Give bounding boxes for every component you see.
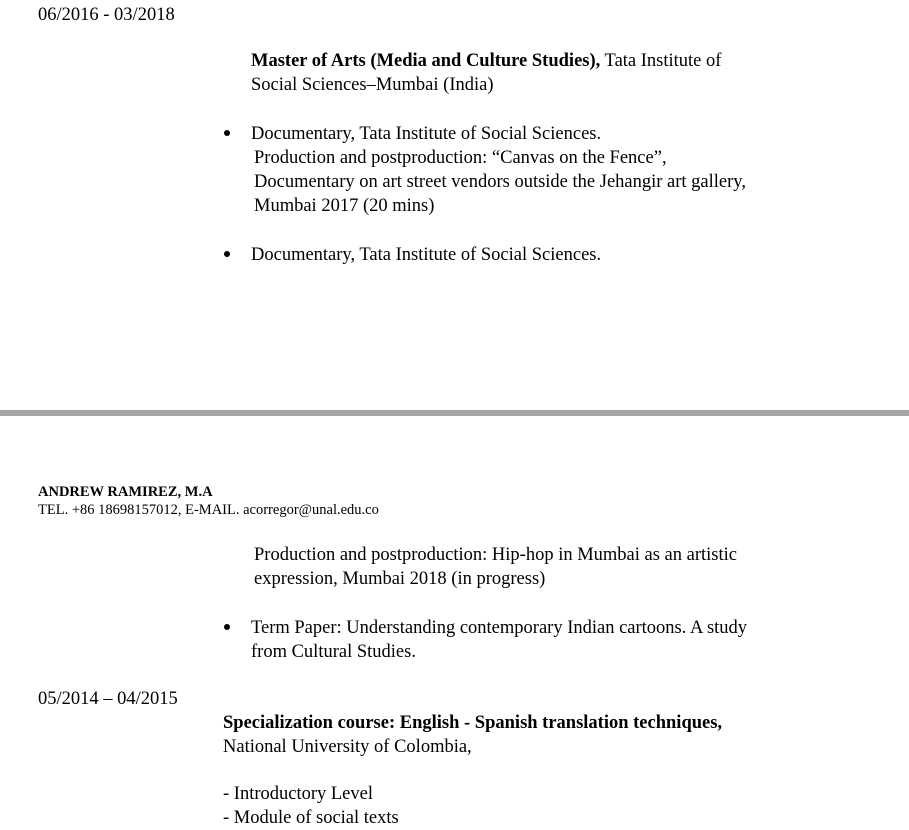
course-title: Specialization course: English - Spanish translation techniques, [223, 713, 723, 733]
course-item-2: - Module of social texts [223, 808, 399, 828]
degree-title: Master of Arts (Media and Culture Studies), [251, 51, 601, 71]
bullet-3-line-2: from Cultural Studies. [251, 642, 416, 662]
bullet-icon [224, 251, 230, 257]
bullet-1-line-4: Mumbai 2017 (20 mins) [254, 196, 435, 216]
degree-institution-part2: Social Sciences–Mumbai (India) [251, 75, 494, 95]
bullet-icon [224, 624, 230, 630]
bullet-1-line-2: Production and postproduction: “Canvas on the Fence”, [254, 148, 667, 168]
page-separator [0, 410, 909, 416]
bullet-icon [224, 130, 230, 136]
bullet-1-title: Documentary, Tata Institute of Social Sciences. [251, 124, 602, 144]
education-date-range-2: 05/2014 – 04/2015 [38, 689, 178, 709]
education-date-range-1: 06/2016 - 03/2018 [38, 5, 175, 25]
header-contact: TEL. +86 18698157012, E-MAIL. acorregor@unal.edu.co [38, 502, 379, 518]
degree-line-1 [251, 49, 721, 73]
course-item-1: - Introductory Level [223, 784, 373, 804]
continued-line-1: Production and postproduction: Hip-hop in Mumbai as an artistic [254, 545, 737, 565]
degree-institution-part1: Tata Institute of [600, 51, 722, 71]
bullet-1-line-3: Documentary on art street vendors outside the Jehangir art gallery, [254, 172, 746, 192]
course-institution: National University of Colombia, [223, 737, 472, 757]
bullet-3-line-1: Term Paper: Understanding contemporary Indian cartoons. A study [251, 618, 748, 638]
header-name: ANDREW RAMIREZ, M.A [38, 484, 213, 500]
bullet-2-title: Documentary, Tata Institute of Social Sciences. [251, 245, 602, 265]
continued-line-2: expression, Mumbai 2018 (in progress) [254, 569, 546, 589]
